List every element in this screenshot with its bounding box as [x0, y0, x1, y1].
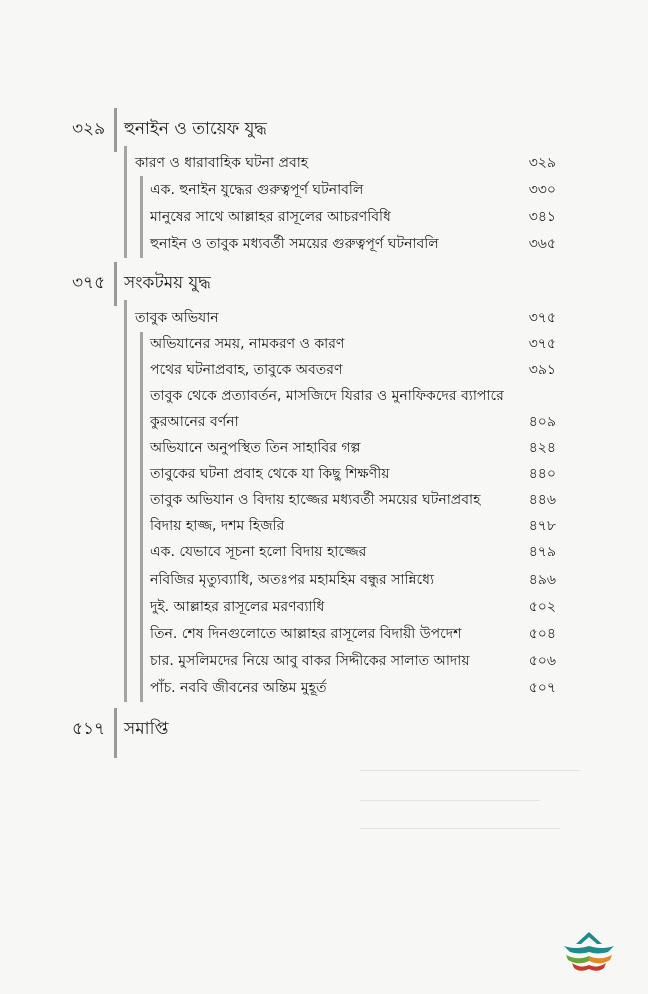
toc-entry-label: নবিজির মৃত্যুব্যাধি, অতঃপর মহামহিম বন্ধুর সান্নিধ্যে [150, 572, 434, 588]
publisher-logo-icon [556, 928, 622, 976]
toc-entry-label: অভিযানের সময়, নামকরণ ও কারণ [150, 336, 345, 352]
toc-entry-page: ৫০২ [528, 599, 556, 615]
toc-entry-page: ৩৯১ [528, 362, 556, 378]
toc-entry-label: হুনাইন ও তাবুক মধ্যবর্তী সময়ের গুরুত্বপূর্ণ ঘটনাবলি [150, 236, 439, 252]
toc-entry-label: তিন. শেষ দিনগুলোতে আল্লাহর রাসূলের বিদায়ী উপদেশ [150, 626, 462, 642]
toc-entry-label: পথের ঘটনাপ্রবাহ, তাবুকে অবতরণ [150, 362, 343, 378]
toc-entry-label: তাবুক থেকে প্রত্যাবর্তন, মাসজিদে যিরার ও মুনাফিকদের ব্যাপারে [150, 388, 504, 404]
chapter-page-number: ৩২৯ [72, 119, 106, 139]
toc-entry-page: ৩৬৫ [528, 236, 556, 252]
chapter-title: সংকটময় যুদ্ধ [124, 273, 211, 293]
toc-entry-page: ৩৭৫ [528, 310, 556, 326]
toc-entry[interactable] [0, 596, 648, 618]
chapter-page-number: ৩৭৫ [72, 273, 106, 293]
chapter-page-number: ৫১৭ [72, 719, 106, 739]
toc-entry-page: ৪৯৬ [528, 572, 556, 588]
toc-entry[interactable] [0, 152, 648, 174]
toc-entry-page: ৪৭৮ [528, 518, 556, 534]
chapter-divider [114, 708, 117, 758]
toc-entry[interactable] [0, 333, 648, 355]
toc-entry[interactable] [0, 623, 648, 645]
toc-entry[interactable] [0, 515, 648, 537]
toc-entry[interactable] [0, 307, 648, 329]
toc-entry[interactable] [0, 385, 648, 407]
toc-entry-label: বিদায় হাজ্জ, দশম হিজরি [150, 518, 285, 534]
toc-entry-label: তাবুক অভিযান ও বিদায় হাজ্জের মধ্যবর্তী সময়ের ঘটনাপ্রবাহ [150, 492, 481, 508]
toc-entry-page: ৪৪০ [528, 466, 556, 482]
toc-entry-page: ৫০৭ [528, 680, 556, 696]
toc-entry-label: দুই. আল্লাহর রাসূলের মরণব্যাধি [150, 599, 325, 615]
toc-entry[interactable] [0, 179, 648, 201]
toc-entry[interactable] [0, 233, 648, 255]
toc-entry-page: ৫০৬ [528, 653, 556, 669]
toc-entry-page: ৩২৯ [528, 155, 556, 171]
toc-entry-label: কুরআনের বর্ণনা [150, 414, 239, 430]
toc-entry-label: তাবুকের ঘটনা প্রবাহ থেকে যা কিছু শিক্ষণীয় [150, 466, 390, 482]
toc-entry-label: মানুষের সাথে আল্লাহর রাসূলের আচরণবিধি [150, 209, 391, 225]
bleed-through-line [360, 800, 540, 801]
toc-entry-label: কারণ ও ধারাবাহিক ঘটনা প্রবাহ [135, 155, 309, 171]
toc-entry-label: তাবুক অভিযান [135, 310, 219, 326]
toc-entry-label: এক. হুনাইন যুদ্ধের গুরুত্বপূর্ণ ঘটনাবলি [150, 182, 364, 198]
toc-entry[interactable] [0, 463, 648, 485]
toc-entry-label: পাঁচ. নববি জীবনের অন্তিম মুহূর্ত [150, 680, 327, 696]
chapter-title: হুনাইন ও তায়েফ যুদ্ধ [124, 119, 267, 139]
chapter-divider [114, 262, 117, 306]
toc-entry[interactable] [0, 359, 648, 381]
bleed-through-line [360, 770, 580, 771]
toc-entry-page: ৪৪৬ [528, 492, 556, 508]
toc-entry[interactable] [0, 489, 648, 511]
toc-entry-page: ৫০৪ [528, 626, 556, 642]
toc-entry[interactable] [0, 677, 648, 699]
toc-entry-page: ৩৩০ [528, 182, 556, 198]
toc-entry-label: এক. যেভাবে সূচনা হলো বিদায় হাজ্জের [150, 544, 367, 560]
toc-entry[interactable] [0, 569, 648, 591]
toc-entry[interactable] [0, 650, 648, 672]
toc-entry[interactable] [0, 541, 648, 563]
toc-entry-page: ৩৭৫ [528, 336, 556, 352]
toc-entry-page: ৪৭৯ [528, 544, 556, 560]
toc-entry-page: ৪০৯ [528, 414, 556, 430]
chapter-title: সমাপ্তি [124, 719, 169, 739]
toc-entry[interactable] [0, 437, 648, 459]
toc-entry[interactable] [0, 206, 648, 228]
chapter-divider [114, 108, 117, 152]
bleed-through-line [360, 828, 560, 829]
toc-entry-page: ৪২৪ [528, 440, 556, 456]
toc-entry[interactable] [0, 411, 648, 433]
toc-entry-label: চার. মুসলিমদের নিয়ে আবু বাকর সিদ্দীকের সালাত আদায় [150, 653, 470, 669]
toc-entry-page: ৩৪১ [528, 209, 556, 225]
toc-entry-label: অভিযানে অনুপস্থিত তিন সাহাবির গল্প [150, 440, 361, 456]
